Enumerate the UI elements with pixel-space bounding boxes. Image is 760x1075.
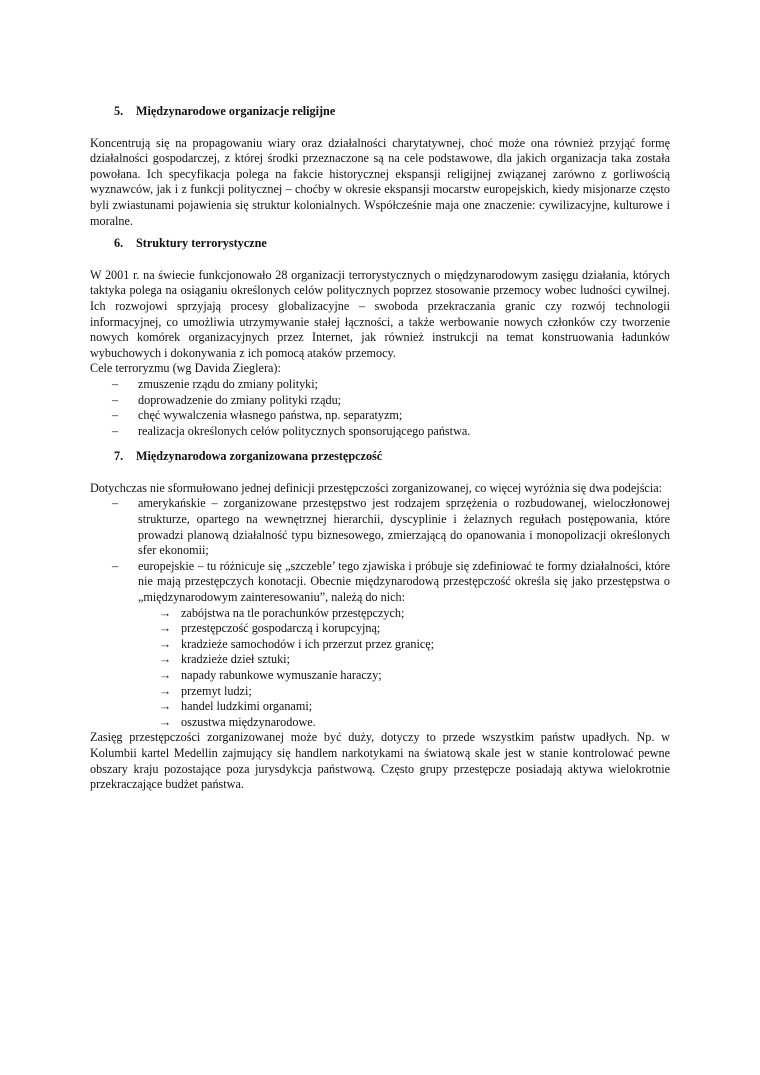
arrow-bullet: → bbox=[159, 683, 172, 698]
sub-list-item: → oszustwa międzynarodowe. bbox=[159, 714, 316, 729]
list-item: – zmuszenie rządu do zmiany polityki; bbox=[112, 376, 319, 391]
section-number: 6. bbox=[114, 236, 124, 251]
approaches-list bbox=[90, 496, 670, 730]
arrow-bullet: → bbox=[159, 621, 172, 636]
list-item-american-approach: – amerykańskie – zorganizowane przestępstwo jest rodzajem sprzężenia o rozbudowanej, wieloczłonowej strukturze, opartego na wewnętrznej hierarchii, dyscyplinie i żelaznych regułach postępowania, które prowadzi planową działalność typu biznesowego, zmierzającą do opanowania i monopolizacji określonych sfer ekonomii; bbox=[112, 496, 670, 558]
arrow-bullet: → bbox=[159, 668, 172, 682]
section-number: 5. bbox=[114, 104, 124, 118]
list-intro: Cele terroryzmu (wg Davida Zieglera): bbox=[90, 361, 281, 376]
list-item: – chęć wywalczenia własnego państwa, np. separatyzm; bbox=[112, 408, 403, 423]
arrow-bullet: → bbox=[159, 699, 172, 714]
section-number: 7. bbox=[114, 449, 124, 464]
dash-bullet: – bbox=[112, 423, 119, 438]
sub-list-item: → kradzieże dzieł sztuki; bbox=[159, 652, 290, 667]
sub-list-item: → przemyt ludzi; bbox=[159, 683, 252, 698]
crime-types-list bbox=[138, 606, 670, 731]
list-item-european-approach: – europejskie – tu różnicuje się „szczeble’ tego zjawiska i próbuje się zdefiniować te formy działalności, które nie mają przestępczych konotacji. Obecnie międzynarodową przestępczość określa się jako przestępstwa o „międzynarodowym zainteresowaniu”, należą do nich: → zabójstwa na tle porachunków przestępczych; → przestępczość gospodarczą i korupcyjną; → kradzieże samochodów i ich przerzut przez granicę; → kradzieże dzieł sztuki; → napady rabunkowe wymuszanie haraczy; → przemyt ludzi; → handel ludzkimi organami; → oszustwa międzynarodowe. bbox=[112, 558, 670, 729]
section-heading-terrorist-structures bbox=[90, 236, 670, 252]
sub-list-item: → kradzieże samochodów i ich przerzut przez granicę; bbox=[159, 636, 435, 651]
section-title: Struktury terrorystyczne bbox=[136, 236, 267, 251]
section-heading-religious-organizations bbox=[90, 104, 670, 120]
dash-bullet: – bbox=[112, 408, 119, 423]
sub-list-item: → zabójstwa na tle porachunków przestępczych; bbox=[159, 605, 405, 620]
list-item: – realizacja określonych celów politycznych sponsorującego państwa. bbox=[112, 423, 471, 438]
list-item: – doprowadzenie do zmiany polityki rządu; bbox=[112, 392, 342, 407]
dash-bullet: – bbox=[112, 558, 119, 573]
section-title: Międzynarodowe organizacje religijne bbox=[136, 104, 336, 118]
arrow-bullet: → bbox=[159, 714, 172, 729]
section-paragraph: W 2001 r. na świecie funkcjonowało 28 organizacji terrorystycznych o międzynarodowym zasięgu działania, których taktyka polega na osiąganiu określonych celów politycznych poprzez stosowanie przemocy wobec ludności cywilnej. Ich rozwojowi sprzyjają procesy globalizacyjne – swoboda przekraczania granic czy rozwój technologii informacyjnej, co umożliwia utrzymywanie stałej łączności, a także werbowanie nowych członków czy tworzenie nowych komórek organizacyjnych przez Internet, jak również instrukcji na temat konstruowania ładunków wybuchowych i dokonywania z ich pomocą ataków przemocy. bbox=[90, 267, 670, 360]
section-title: Międzynarodowa zorganizowana przestępczość bbox=[136, 449, 383, 464]
terrorism-goals-list bbox=[90, 377, 670, 439]
document-body bbox=[90, 104, 670, 793]
sub-list-item: → handel ludzkimi organami; bbox=[159, 699, 313, 714]
arrow-bullet: → bbox=[159, 652, 172, 667]
dash-bullet: – bbox=[112, 496, 119, 511]
dash-bullet: – bbox=[112, 376, 119, 391]
dash-bullet: – bbox=[112, 392, 119, 407]
arrow-bullet: → bbox=[159, 605, 172, 620]
section-heading-organized-crime bbox=[90, 449, 670, 465]
section-paragraph: Koncentrują się na propagowaniu wiary oraz działalności charytatywnej, choć może ona również przyjąć formę działalności gospodarczej, z której środki przeznaczone są na cele podstawowe, dla jakich organizacja taka została powołana. Ich specyfikacja polega na fakcie historycznej ekspansji religijnej związanej zarówno z gorliwością wyznawców, jak i z funkcji politycznej – choćby w okresie ekspansji mocarstw europejskich, kiedy misjonarze często byli zwiastunami pojawienia się struktur kolonialnych. Współcześnie maja one znaczenie: cywilizacyjne, kulturowe i moralne. bbox=[90, 135, 670, 228]
arrow-bullet: → bbox=[159, 636, 172, 651]
sub-list-item: → napady rabunkowe wymuszanie haraczy; bbox=[159, 668, 382, 682]
section-paragraph: Dotychczas nie sformułowano jednej definicji przestępczości zorganizowanej, co więcej wyróżnia się dwa podejścia: bbox=[90, 480, 663, 495]
closing-paragraph: Zasięg przestępczości zorganizowanej może być duży, dotyczy to przede wszystkim państw upadłych. Np. w Kolumbii kartel Medellin zajmujący się handlem narkotykami na światową skale jest w stanie kontrolować pewne obszary kraju pozostające poza jurysdykcja państwową. Często grupy przestępcze posiadają aktywa wielokrotnie przekraczające budżet państwa. bbox=[90, 730, 670, 792]
sub-list-item: → przestępczość gospodarczą i korupcyjną; bbox=[159, 621, 381, 636]
